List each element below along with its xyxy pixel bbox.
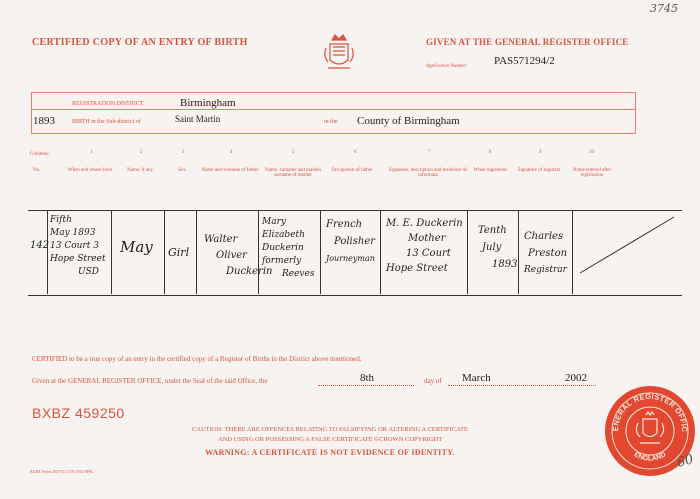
column-number: 8 [489,150,492,155]
serial-number: BXBZ 459250 [32,405,125,421]
when-where-born: Fifth May 1893 13 Court 3 Hope Street USD [50,215,106,277]
caution-line-1: CAUTION: THERE ARE OFFENCES RELATING TO FALSIFYING OR ALTERING A CERTIFICATE [192,426,468,433]
column-header: When registered [473,168,507,173]
form-series: BXBZ Series Dd 0723 2/01 0192 SPSL [30,469,94,474]
birth-in-label: BIRTH in the Sub-district of [72,119,141,125]
day-of-label: day of [424,377,442,385]
district-value: Birmingham [180,97,236,109]
column-header: Name entered after registration [572,168,612,178]
corner-note: 3745 [650,2,678,15]
seal-bottom-text: ENGLAND [632,451,668,463]
registration-year: 1893 [33,115,55,127]
subdistrict-value: Saint Martin [175,114,221,124]
column-number: 3 [182,150,185,155]
registrar-signature: Charles Preston Registrar [524,231,568,275]
mother-name: Mary Elizabeth Duckerin formerly Reeves [262,217,315,279]
given-text: Given at the GENERAL REGISTER OFFICE, under the Seal of the said Office, the [32,377,268,385]
application-number: PAS571294/2 [494,55,555,67]
caution-line-2: AND USING OR POSSESSING A FALSE CERTIFICATE ©CROWN COPYRIGHT [217,436,443,443]
blank-column-stroke [578,215,678,280]
column-number: 9 [539,150,542,155]
father-occupation: French Polisher Journeyman [326,219,376,263]
registration-box [31,92,636,134]
certificate-title: CERTIFIED COPY OF AN ENTRY OF BIRTH [32,37,248,48]
given-at-heading: GIVEN AT THE GENERAL REGISTER OFFICE [426,37,629,47]
application-label: Application Number [426,64,467,69]
issue-month: March [462,372,491,384]
issue-year: 2002 [565,372,587,384]
column-header: When and where born [67,168,113,173]
column-number: 5 [292,150,295,155]
column-header: Sex [178,168,186,173]
column-number: 1 [90,150,93,155]
column-header: Occupation of father [331,168,373,173]
date-registered: Tenth July 1893 [478,225,518,270]
identity-warning: WARNING: A CERTIFICATE IS NOT EVIDENCE OF IDENTITY. [205,448,455,457]
county-value: County of Birmingham [357,115,460,127]
column-number: 4 [230,150,233,155]
district-label: REGISTRATION DISTRICT [72,101,144,107]
column-header: Signature of registrar [517,168,561,173]
seal-top-text: ENERAL REGISTER OFFIC [610,391,690,433]
pencil-note: 60 [675,452,696,471]
father-name: Walter Oliver Duckerin [204,234,273,277]
informant: M. E. Duckerin Mother 13 Court Hope Street [386,218,463,274]
child-sex: Girl [168,246,190,259]
column-header: Name, if any [127,168,153,173]
issue-day: 8th [360,372,375,384]
entry-number: 142 [30,240,50,251]
crest-icon [322,32,356,81]
column-number: 6 [354,150,357,155]
column-number: 7 [428,150,431,155]
certified-text: CERTIFIED to be a true copy of an entry in the certified copy of a Register of Births in the District above mentioned. [32,355,362,363]
column-header: Name and surname of father [201,168,259,173]
columns-label: Columns:- [30,152,52,157]
column-number: 2 [140,150,143,155]
no-label: No. [33,168,41,173]
column-header: Signature, description and residence of informant [389,168,467,178]
column-header: Name, surname and maiden surname of mother [265,168,321,178]
child-name: May [120,238,153,256]
in-the-label: in the [324,119,338,125]
column-number: 10 [589,150,594,155]
